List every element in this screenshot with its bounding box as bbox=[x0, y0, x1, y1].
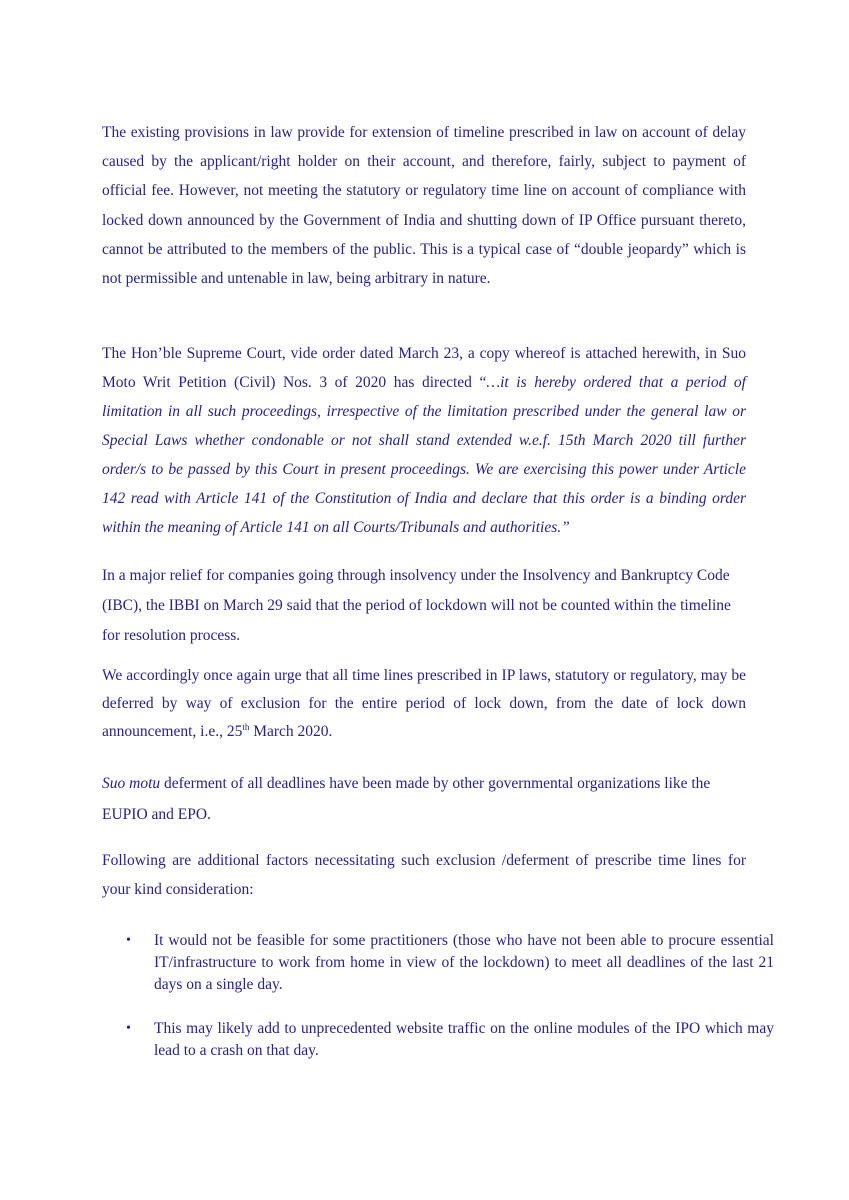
paragraph-additional-factors: Following are additional factors necessitating such exclusion /deferment of prescribe time lines for your kind consideration: bbox=[102, 852, 746, 899]
ordinal-suffix: th bbox=[242, 722, 250, 732]
paragraph-urge-deferment bbox=[102, 662, 746, 746]
suo-motu-rest: deferment of all deadlines have been made by other governmental organizations like the EUPIO and EPO. bbox=[102, 775, 711, 823]
bullet-text: It would not be feasible for some practitioners (those who have not been able to procure essential IT/infrastructure to work from home in view of the lockdown) to meet all deadlines of the last 21 days on a single day. bbox=[154, 932, 774, 993]
urge-text: We accordingly once again urge that all time lines prescribed in IP laws, statutory or regulatory, may be deferred by way of exclusion for the entire period of lock down, from the date of lock down announcement, i.e., 25 bbox=[102, 667, 746, 740]
bullet-text: This may likely add to unprecedented website traffic on the online modules of the IPO which may lead to a crash on that day. bbox=[154, 1020, 774, 1059]
paragraph-ibc-relief: In a major relief for companies going through insolvency under the Insolvency and Bankruptcy Code (IBC), the IBBI on March 29 said that the period of lockdown will not be counted within the timeline for resolution process. bbox=[102, 567, 731, 644]
supreme-court-quote: …it is hereby ordered that a period of limitation in all such proceedings, irrespective of the limitation prescribed under the general law or Special Laws whether condonable or not shall stand extended w.e.f. 15th March 2020 till further order/s to be passed by this Court in present proceedings. We are exercising this power under Article 142 read with Article 141 of the Constitution of India and declare that this order is a binding order within the meaning of Article 141 on all Courts/Tribunals and authorities.” bbox=[102, 374, 746, 536]
supreme-court-intro: The Hon’ble Supreme Court, vide order dated March 23, a copy whereof is attached herewith, in Suo Moto Writ Petition (Civil) Nos. 3 of 2020 has directed “ bbox=[102, 345, 746, 391]
list-item bbox=[126, 930, 774, 996]
paragraph-suo-motu-deferment bbox=[102, 768, 746, 830]
list-item bbox=[126, 1018, 774, 1062]
bullet-icon: • bbox=[126, 1021, 131, 1036]
urge-date-tail: March 2020. bbox=[249, 723, 333, 740]
paragraph-extension-provisions: The existing provisions in law provide for extension of timeline prescribed in law on account of delay caused by the applicant/right holder on their account, and therefore, fairly, subject to payment of official fee. However, not meeting the statutory or regulatory time line on account of compliance with locked down announced by the Government of India and shutting down of IP Office pursuant thereto, cannot be attributed to the members of the public. This is a typical case of “double jeopardy” which is not permissible and untenable in law, being arbitrary in nature. bbox=[102, 124, 746, 288]
paragraph-supreme-court-order bbox=[102, 339, 746, 542]
suo-motu-term: Suo motu bbox=[102, 775, 161, 792]
bullet-icon: • bbox=[126, 933, 131, 948]
